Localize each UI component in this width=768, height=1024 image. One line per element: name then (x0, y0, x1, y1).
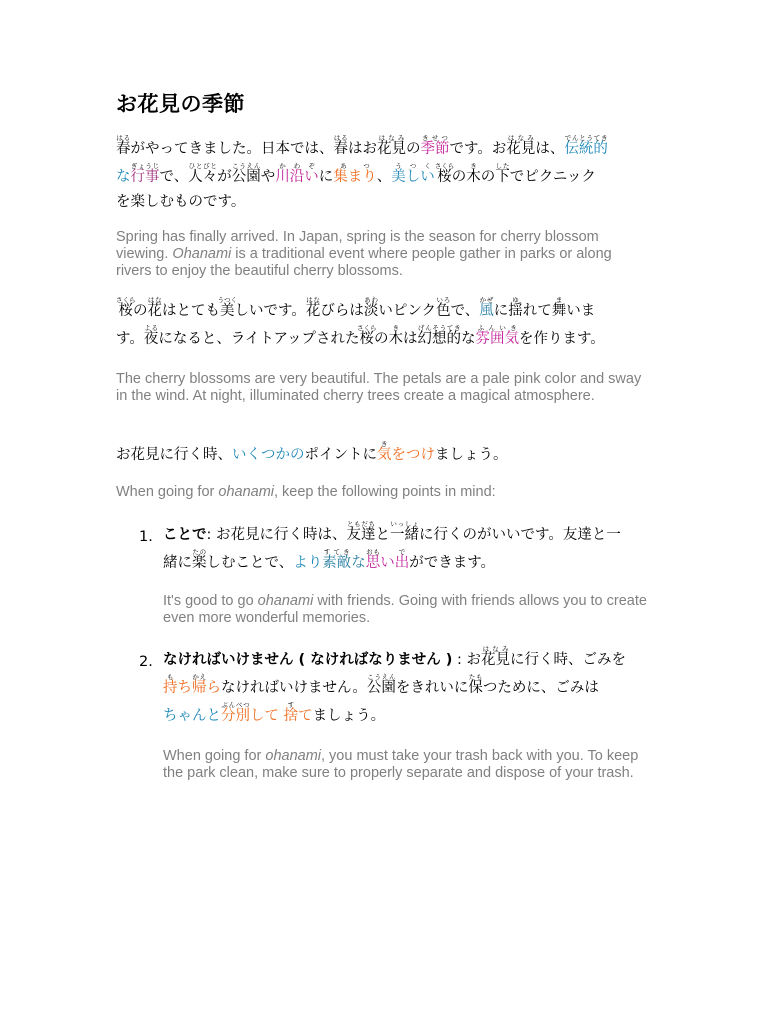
furigana: うつく (217, 296, 237, 304)
text-run: いま (566, 303, 596, 319)
furigana: ともだち (346, 520, 376, 528)
furigana: ゆ (508, 296, 523, 304)
text-run: つために、ごみは (482, 680, 599, 696)
text-run: ポイントに (304, 447, 377, 463)
english-text: When going for (116, 484, 219, 500)
list-item-2-english (163, 748, 648, 782)
ruby-word: 花はな (305, 296, 321, 319)
ruby-word: 美しいうつく (391, 162, 435, 185)
jp-line (116, 190, 608, 218)
list-number: 2. (139, 654, 153, 670)
furigana: いろ (436, 296, 451, 304)
paragraph-2-english: The cherry blossoms are very beautiful. The petals are a pale pink color and sway in the wind. At night, illuminated cherry trees create a magical atmosphere. (116, 371, 642, 404)
ruby-word: 楽たの (192, 548, 207, 571)
text-run: に行く時、ごみを (510, 652, 627, 668)
jp-line (163, 701, 626, 729)
text-run: と (375, 527, 390, 543)
furigana: き (377, 440, 392, 448)
furigana: げんそうてき (417, 324, 461, 332)
furigana: で (394, 548, 410, 556)
text-run: して (250, 708, 279, 724)
text-run: が (217, 169, 232, 185)
text-run: の (133, 303, 148, 319)
ruby-word: 風かぜ (479, 296, 494, 319)
jp-line (163, 520, 621, 548)
jp-line (116, 440, 508, 468)
text-run: はとても (162, 303, 220, 319)
text-run: ことで (163, 527, 207, 543)
text-run: : お (452, 652, 482, 668)
furigana: でんとうてき (564, 134, 608, 142)
jp-line (116, 324, 605, 352)
furigana: した (495, 162, 510, 170)
ruby-word: 花はな (147, 296, 162, 319)
furigana: かわぞ (275, 162, 319, 170)
text-run (279, 708, 284, 724)
jp-line (163, 673, 626, 701)
furigana: き (466, 162, 481, 170)
text-run: な (351, 555, 366, 571)
ruby-word: 行事ぎょうじ (130, 162, 160, 185)
ruby-word: 出で (394, 548, 410, 571)
ruby-word: 雰囲気ふんいき (475, 324, 519, 347)
furigana: ま (551, 296, 567, 304)
furigana: すてき (322, 548, 352, 556)
ruby-word: 幻想的げんそうてき (417, 324, 461, 347)
jp-line (163, 548, 621, 576)
furigana: さくら (116, 296, 136, 304)
text-run: なければいけません ( なければなりません ) (163, 652, 453, 668)
furigana: き (388, 324, 403, 332)
text-run: ましょう。 (435, 447, 508, 463)
text-run: しいです。 (234, 303, 306, 319)
furigana: ぶんべつ (221, 701, 250, 709)
text-run: す。 (116, 331, 144, 347)
furigana: よる (143, 324, 159, 332)
paragraph-2-japanese (116, 296, 605, 352)
ruby-word: 木き (388, 324, 403, 347)
paragraph-1-english (116, 229, 646, 280)
english-emphasis: ohanami (218, 484, 274, 500)
text-run: で、 (159, 169, 189, 185)
text-run: に (318, 169, 334, 185)
furigana: はなみ (377, 134, 406, 142)
furigana: かぜ (479, 296, 494, 304)
furigana: たの (192, 548, 207, 556)
english-text: , you must take your trash back with you. To keep the park clean, make sure to properly separate and dispose of your trash. (163, 748, 639, 781)
ruby-word: 公園こうえん (231, 162, 261, 185)
ruby-word: 桜さくら (356, 324, 377, 347)
furigana: はなみ (481, 645, 511, 653)
english-text: It's good to go (163, 593, 258, 609)
furigana: いっしょ (390, 520, 419, 528)
furigana: はな (305, 296, 321, 304)
ruby-word: 保たも (468, 673, 483, 696)
ruby-word: 持も (163, 673, 178, 696)
furigana: きせつ (420, 134, 450, 142)
ruby-word: 分別ぶんべつ (221, 701, 250, 724)
furigana: はな (147, 296, 162, 304)
text-run: なければいけません。 (221, 680, 367, 696)
furigana: たも (468, 673, 483, 681)
english-text: Spring has finally arrived. In Japan, spring is the season for cherry blossom viewing. (116, 229, 599, 262)
text-run: を楽しむものです。 (116, 194, 246, 210)
text-run: の (406, 141, 421, 157)
text-run: は、 (535, 141, 565, 157)
ruby-word: 季節きせつ (420, 134, 450, 157)
text-run: です。お (449, 141, 507, 157)
text-run: は (402, 331, 418, 347)
text-run: はお (348, 141, 377, 157)
english-emphasis: ohanami (265, 748, 321, 764)
jp-line (163, 645, 626, 673)
ruby-word: 揺ゆ (508, 296, 523, 319)
english-text: When going for (163, 748, 266, 764)
text-run: ら (206, 680, 221, 696)
text-run: て (298, 708, 313, 724)
ruby-word: 素敵すてき (322, 548, 352, 571)
ruby-word: 春はる (333, 134, 348, 157)
list-item-2-japanese (163, 645, 626, 729)
text-run: い (380, 555, 395, 571)
page-title: お花見の季節 (116, 92, 245, 116)
text-run: の (480, 169, 496, 185)
text-run: がやってきました。日本では、 (130, 141, 334, 157)
list-number: 1. (139, 529, 153, 545)
english-text: , keep the following points in mind: (274, 484, 496, 500)
ruby-word: 花見はなみ (377, 134, 406, 157)
furigana: はる (333, 134, 348, 142)
furigana: も (163, 673, 178, 681)
english-emphasis: ohanami (257, 593, 314, 609)
text-run: 、 (376, 169, 392, 185)
furigana: あわ (363, 296, 379, 304)
furigana: はる (116, 134, 131, 142)
text-run: ち (177, 680, 192, 696)
text-run: お花見に行く時、 (116, 447, 232, 463)
ruby-word: 桜さくら (434, 162, 455, 185)
ruby-word: 舞ま (551, 296, 567, 319)
ruby-word: 集まりあつ (333, 162, 377, 185)
text-run: びらは (320, 303, 364, 319)
text-run: ちゃんと (163, 708, 221, 724)
ruby-word: 友達ともだち (346, 520, 376, 543)
ruby-word: 気き (377, 440, 392, 463)
paragraph-1-japanese (116, 134, 608, 218)
list-item-1-japanese (163, 520, 621, 576)
english-text: with friends. Going with friends allows you to create even more wonderful memories. (163, 593, 647, 626)
ruby-word: 色いろ (436, 296, 451, 319)
text-run: をきれいに (395, 680, 469, 696)
text-run: な (116, 169, 131, 185)
text-run: より (293, 555, 323, 571)
text-run: の (373, 331, 389, 347)
text-run: に行くのがいいです。友達と一 (419, 527, 621, 543)
paragraph-3-english (116, 484, 646, 501)
ruby-word: 捨す (283, 701, 299, 724)
ruby-word: 人々ひとびと (188, 162, 218, 185)
ruby-word: 一緒いっしょ (390, 520, 419, 543)
furigana: ふんいき (475, 324, 519, 332)
ruby-word: 花見はなみ (481, 645, 511, 668)
ruby-word: 美うつく (217, 296, 237, 319)
ruby-word: 帰かえ (192, 673, 207, 696)
ruby-word: 下した (495, 162, 510, 185)
ruby-word: 花見はなみ (506, 134, 536, 157)
ruby-word: 木き (466, 162, 481, 185)
ruby-word: 川沿いかわぞ (275, 162, 319, 185)
furigana: ぎょうじ (130, 162, 160, 170)
list-item-1-english (163, 593, 648, 627)
text-run: いピンク (378, 303, 437, 319)
english-emphasis: Ohanami (172, 246, 232, 262)
text-run: を作ります。 (518, 331, 605, 347)
text-run: れて (522, 303, 552, 319)
jp-line (116, 134, 608, 162)
ruby-word: 公園こうえん (366, 673, 396, 696)
text-run: ましょう。 (312, 708, 386, 724)
furigana: おも (365, 548, 381, 556)
furigana: こうえん (231, 162, 261, 170)
furigana: ひとびと (188, 162, 218, 170)
text-run: の (451, 169, 467, 185)
furigana: あつ (333, 162, 377, 170)
ruby-word: 伝統的でんとうてき (564, 134, 608, 157)
text-run: や (260, 169, 276, 185)
furigana: さくら (356, 324, 377, 332)
ruby-word: 淡あわ (363, 296, 379, 319)
text-run: : お花見に行く時は、 (206, 527, 347, 543)
text-run: いくつかの (232, 447, 305, 463)
furigana: はなみ (506, 134, 536, 142)
furigana: す (283, 701, 299, 709)
text-run: な (460, 331, 476, 347)
furigana: かえ (192, 673, 207, 681)
furigana: うつく (391, 162, 435, 170)
text-run: ができます。 (409, 555, 496, 571)
jp-line (116, 162, 608, 190)
text-run: しむことで、 (206, 555, 294, 571)
text-run: をつけ (391, 447, 435, 463)
text-run: でピクニック (509, 169, 596, 185)
text-run: に (493, 303, 509, 319)
ruby-word: 夜よる (143, 324, 159, 347)
ruby-word: 思おも (365, 548, 381, 571)
text-run: で、 (450, 303, 480, 319)
ruby-word: 春はる (116, 134, 131, 157)
text-run: になると、ライトアップされた (158, 331, 360, 347)
english-text: is a traditional event where people gather in parks or along rivers to enjoy the beautiful cherry blossoms. (116, 246, 612, 279)
jp-line (116, 296, 605, 324)
text-run: 緒に (163, 555, 192, 571)
ruby-word: 桜さくら (116, 296, 136, 319)
paragraph-3-japanese (116, 440, 508, 468)
furigana: こうえん (366, 673, 396, 681)
furigana: さくら (434, 162, 455, 170)
